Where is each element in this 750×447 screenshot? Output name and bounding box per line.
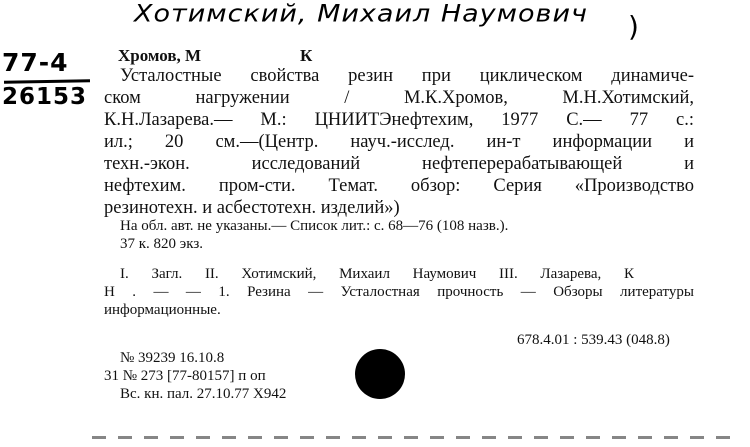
title-line: Усталостные свойства резин при циклическом динамиче-: [120, 66, 694, 86]
tracing-line: Н . — — 1. Резина — Усталостная прочность — Обзоры литературы: [104, 284, 694, 300]
tracing-line: информационные.: [104, 302, 221, 318]
bottom-edge-smudge: [92, 436, 742, 439]
handwritten-accession-number: 26153: [2, 84, 88, 110]
title-line: ил.; 20 см.—(Центр. науч.-исслед. ин-т информации и: [104, 132, 694, 152]
heading-author: Хромов, М: [118, 46, 202, 65]
handwritten-mark: ): [628, 10, 639, 43]
footer-line: 31 № 273 [77-80157] п оп: [104, 368, 266, 384]
heading-initial: К: [300, 46, 313, 65]
footer-line: Вс. кн. пал. 27.10.77 Х942: [120, 386, 287, 402]
title-line: нефтехим. пром-сти. Темат. обзор: Серия «Производство: [104, 176, 694, 196]
note-line: На обл. авт. не указаны.— Список лит.: с. 68—76 (108 назв.).: [120, 218, 509, 234]
tracing-line: I. Загл. II. Хотимский, Михаил Наумович III. Лазарева, К: [120, 266, 634, 282]
footer-line: № 39239 16.10.8: [120, 350, 225, 366]
title-line: резинотехн. и асбестотехн. изделий»): [104, 198, 400, 218]
note-line: 37 к. 820 экз.: [120, 236, 203, 252]
classification-index: 678.4.01 : 539.43 (048.8): [517, 332, 670, 348]
handwritten-call-number: 77-4: [2, 48, 69, 77]
punch-hole: [355, 349, 405, 399]
title-line: ском нагружении / М.К.Хромов, М.Н.Хотимский,: [104, 88, 694, 108]
title-line: К.Н.Лазарева.— М.: ЦНИИТЭнефтехим, 1977 С.— 77 с.:: [104, 110, 694, 130]
title-line: техн.-экон. исследований нефтеперерабатывающей и: [104, 154, 694, 174]
handwritten-author-name: Хотимский, Михаил Наумович: [134, 0, 588, 28]
